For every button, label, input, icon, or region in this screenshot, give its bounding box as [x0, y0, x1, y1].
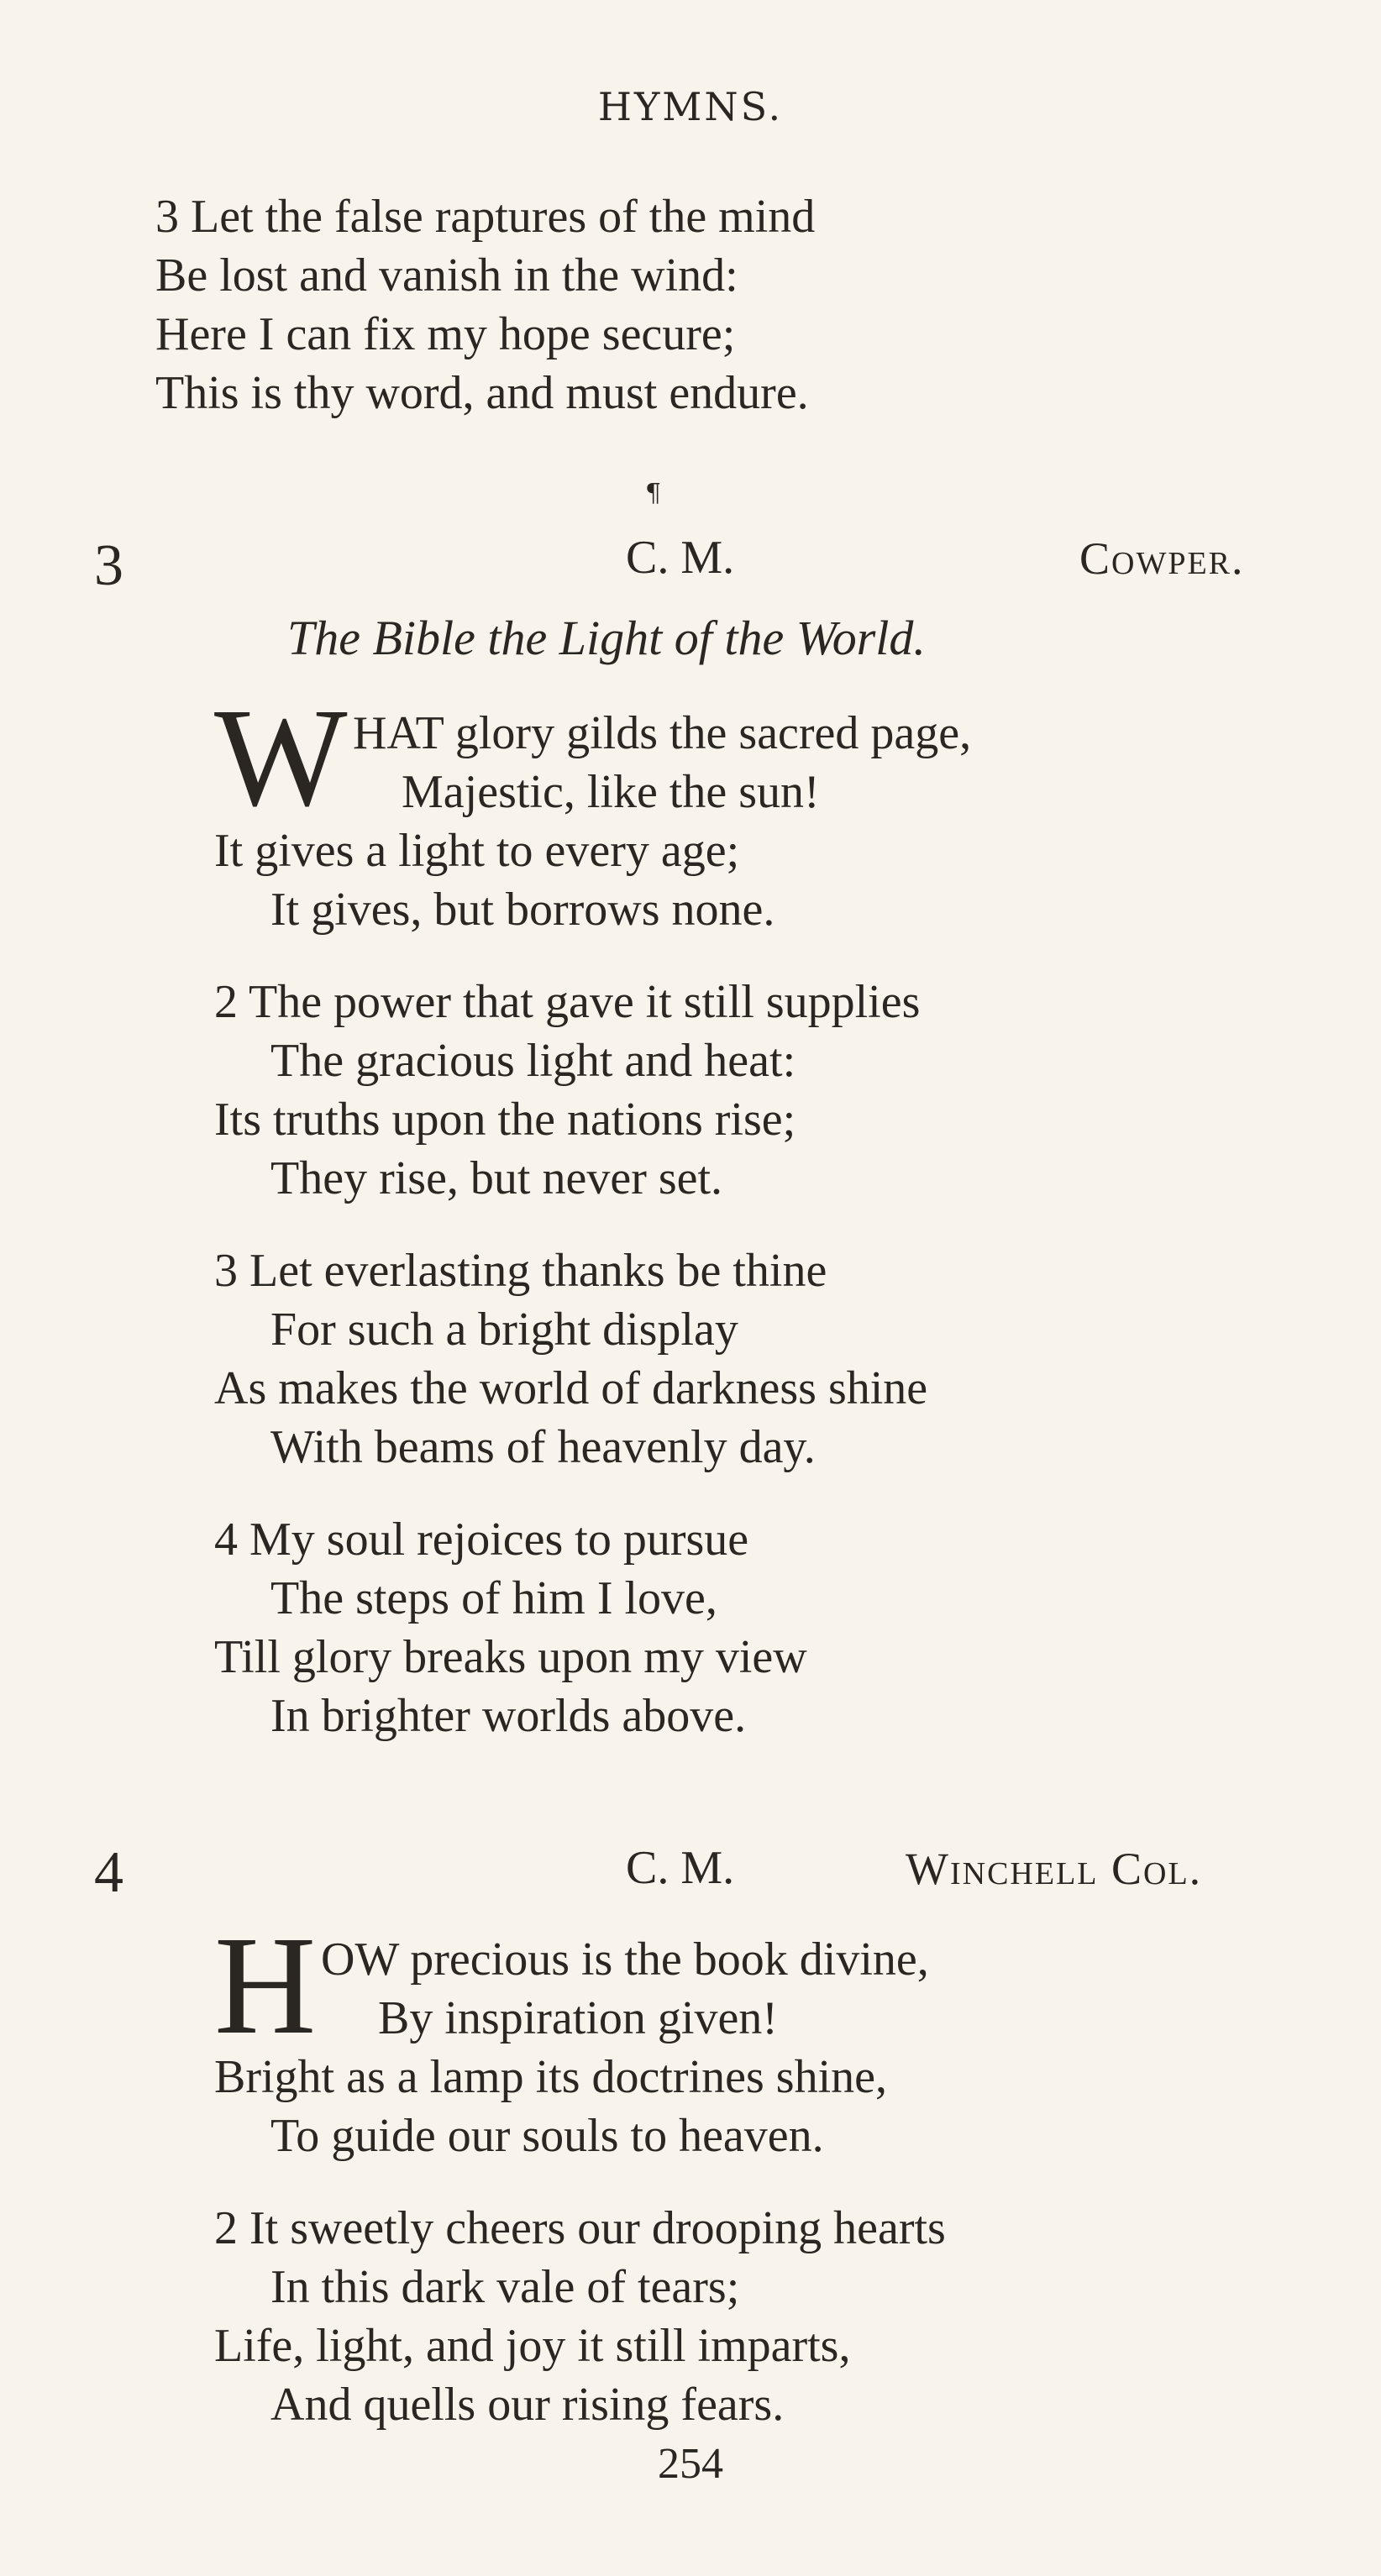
hymn-3-s3-line-3: As makes the world of darkness shine — [214, 1362, 928, 1414]
hymn-4-number: 4 — [94, 1840, 123, 1905]
hymn-3-s1-line-3: It gives a light to every age; — [214, 825, 740, 877]
hymn-4-s2-line-1: 2 It sweetly cheers our drooping hearts — [214, 2202, 946, 2254]
hymn-4-dropcap: H — [214, 1907, 317, 2064]
hymn-3-s1-line-2: Majestic, like the sun! — [402, 766, 820, 818]
hymn-3-s2-line-3: Its truths upon the nations rise; — [214, 1094, 796, 1146]
top-stanza-line-3: Here I can fix my hope secure; — [155, 308, 736, 360]
pilcrow-mark: ¶ — [645, 479, 662, 508]
hymn-3-s3-line-1: 3 Let everlasting thanks be thine — [214, 1245, 827, 1297]
hymn-3-s1-line-4: It gives, but borrows none. — [270, 884, 775, 936]
hymn-4-s2-line-4: And quells our rising fears. — [270, 2379, 785, 2431]
hymn-3-s4-line-2: The steps of him I love, — [270, 1572, 717, 1624]
hymn-3-s2-line-2: The gracious light and heat: — [270, 1035, 796, 1087]
hymn-4-first-line: OW precious is the book divine, — [321, 1933, 929, 1986]
hymn-3-dropcap: W — [214, 679, 348, 836]
hymn-3-s2-line-4: They rise, but never set. — [270, 1152, 723, 1204]
hymn-4-s1-line-3: Bright as a lamp its doctrines shine, — [214, 2051, 887, 2103]
page-number: 254 — [658, 2440, 723, 2488]
top-stanza-line-1: 3 Let the false raptures of the mind — [155, 191, 816, 243]
top-stanza-line-4: This is thy word, and must endure. — [155, 367, 809, 419]
running-head: HYMNS. — [597, 84, 784, 129]
hymn-4-meter: C. M. — [626, 1842, 735, 1894]
top-stanza-line-2: Be lost and vanish in the wind: — [155, 249, 738, 302]
hymn-3-s4-line-3: Till glory breaks upon my view — [214, 1631, 807, 1683]
hymn-3-s2-line-1: 2 The power that gave it still supplies — [214, 976, 921, 1028]
hymn-3-title: The Bible the Light of the World. — [287, 611, 926, 665]
hymn-3-author: Cowper. — [1079, 533, 1245, 584]
hymn-3-meter: C. M. — [626, 532, 735, 584]
hymn-3-s4-line-4: In brighter worlds above. — [270, 1690, 747, 1742]
hymn-3-s3-line-4: With beams of heavenly day. — [270, 1421, 816, 1473]
hymn-3-s4-line-1: 4 My soul rejoices to pursue — [214, 1514, 749, 1566]
hymn-4-s1-line-2: By inspiration given! — [378, 1992, 778, 2044]
hymn-4-s2-line-2: In this dark vale of tears; — [270, 2261, 740, 2313]
hymn-3-first-line: HAT glory gilds the sacred page, — [353, 707, 972, 759]
hymn-3-s3-line-2: For such a bright display — [270, 1304, 738, 1356]
hymn-4-s2-line-3: Life, light, and joy it still imparts, — [214, 2320, 851, 2372]
hymn-4-author: Winchell Col. — [906, 1844, 1203, 1894]
hymn-4-s1-line-4: To guide our souls to heaven. — [270, 2110, 824, 2162]
hymn-3-number: 3 — [94, 533, 123, 598]
